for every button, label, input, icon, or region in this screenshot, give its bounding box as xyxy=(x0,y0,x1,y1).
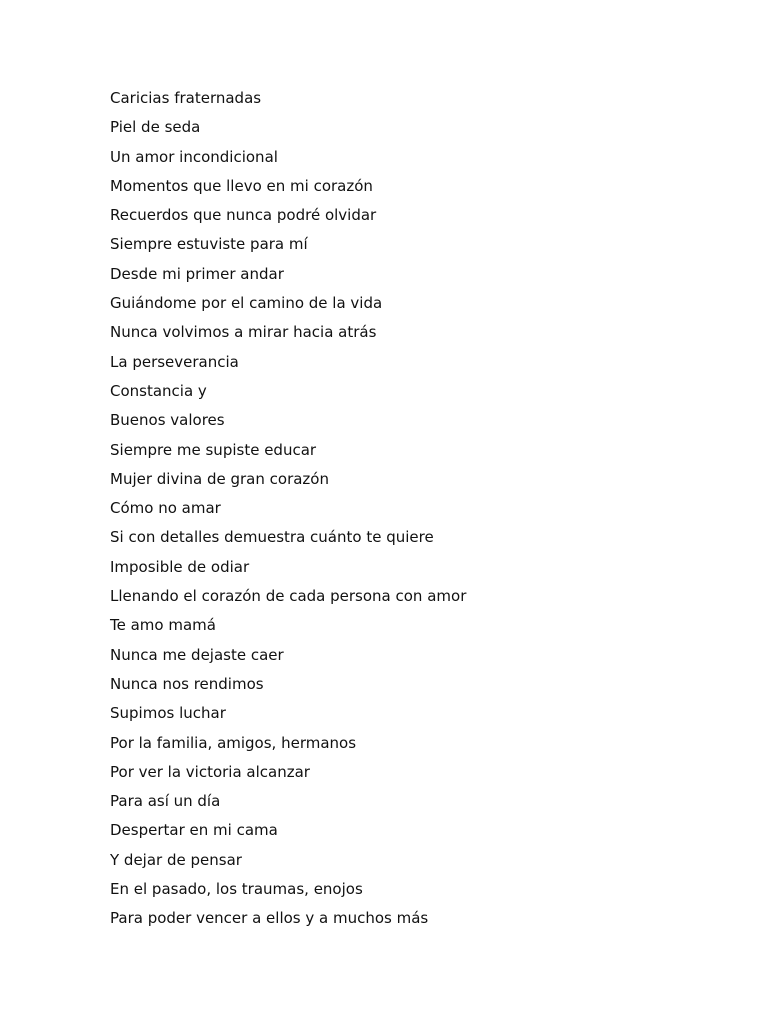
poem-text xyxy=(110,84,466,934)
poem-line: Guiándome por el camino de la vida xyxy=(110,294,383,313)
poem-line: Nunca volvimos a mirar hacia atrás xyxy=(110,323,377,342)
poem-line: Constancia y xyxy=(110,381,207,400)
poem-line: Para poder vencer a ellos y a muchos más xyxy=(110,909,429,928)
poem-line: Llenando el corazón de cada persona con amor xyxy=(110,587,467,606)
poem-line: Un amor incondicional xyxy=(110,147,278,166)
poem-line: Siempre me supiste educar xyxy=(110,440,317,459)
poem-line: Desde mi primer andar xyxy=(110,264,284,283)
poem-line: Nunca me dejaste caer xyxy=(110,645,284,664)
poem-line: Supimos luchar xyxy=(110,704,226,723)
poem-line: Despertar en mi cama xyxy=(110,821,278,840)
poem-line: Recuerdos que nunca podré olvidar xyxy=(110,206,377,225)
poem-line: Para así un día xyxy=(110,792,221,811)
poem-line: Cómo no amar xyxy=(110,499,221,518)
poem-line: En el pasado, los traumas, enojos xyxy=(110,880,363,899)
poem-line: Por ver la victoria alcanzar xyxy=(110,762,310,781)
poem-line: Nunca nos rendimos xyxy=(110,674,264,693)
poem-line: Imposible de odiar xyxy=(110,557,250,576)
poem-line: La perseverancia xyxy=(110,352,239,371)
poem-line: Si con detalles demuestra cuánto te quiere xyxy=(110,528,434,547)
poem-line: Mujer divina de gran corazón xyxy=(110,469,329,488)
poem-line: Por la familia, amigos, hermanos xyxy=(110,733,357,752)
poem-line: Buenos valores xyxy=(110,411,225,430)
poem-line: Caricias fraternadas xyxy=(110,89,262,107)
poem-line: Piel de seda xyxy=(110,118,201,137)
poem-line: Siempre estuviste para mí xyxy=(110,235,308,254)
poem-line: Y dejar de pensar xyxy=(110,850,242,869)
poem-line: Momentos que llevo en mi corazón xyxy=(110,176,373,195)
poem-line: Te amo mamá xyxy=(110,616,216,635)
